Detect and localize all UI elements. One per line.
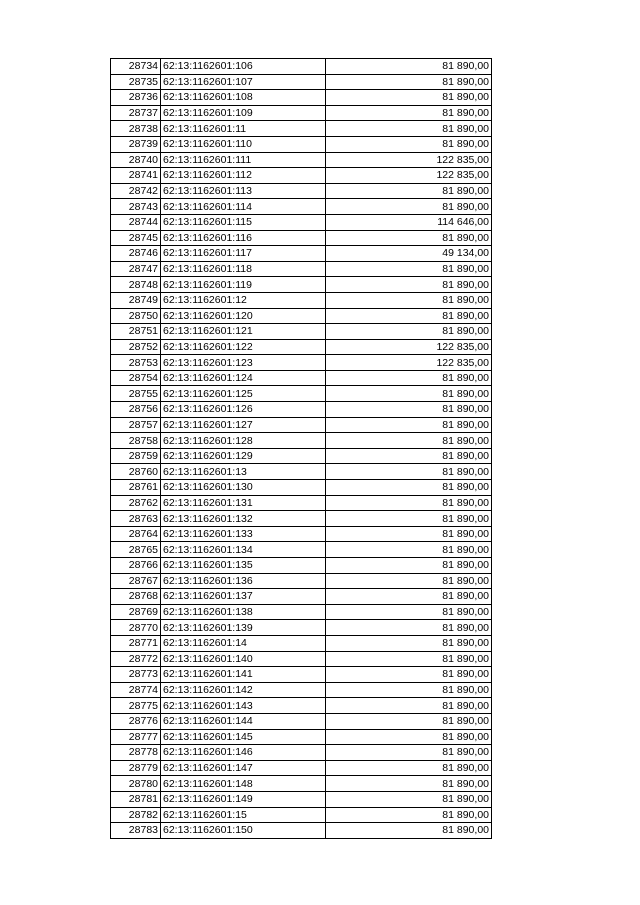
cadastral-value-cell: 81 890,00 [326,464,492,480]
row-number-cell: 28767 [111,573,161,589]
cadastral-number-cell: 62:13:1162601:139 [161,620,326,636]
cadastral-number-cell: 62:13:1162601:108 [161,90,326,106]
row-number-cell: 28742 [111,183,161,199]
cadastral-value-cell: 81 890,00 [326,74,492,90]
cadastral-value-cell: 49 134,00 [326,246,492,262]
cadastral-value-cell: 81 890,00 [326,448,492,464]
row-number-cell: 28783 [111,823,161,839]
row-number-cell: 28756 [111,402,161,418]
cadastral-number-cell: 62:13:1162601:112 [161,168,326,184]
cadastral-value-cell: 81 890,00 [326,620,492,636]
table-row [111,745,492,761]
cadastral-value-cell: 81 890,00 [326,495,492,511]
table-row [111,261,492,277]
table-row [111,417,492,433]
table-row [111,339,492,355]
row-number-cell: 28743 [111,199,161,215]
row-number-cell: 28739 [111,136,161,152]
cadastral-value-cell: 81 890,00 [326,776,492,792]
row-number-cell: 28769 [111,604,161,620]
row-number-cell: 28748 [111,277,161,293]
cadastral-value-cell: 81 890,00 [326,90,492,106]
row-number-cell: 28774 [111,682,161,698]
cadastral-value-cell: 122 835,00 [326,152,492,168]
row-number-cell: 28747 [111,261,161,277]
table-row [111,729,492,745]
table-body [111,59,492,839]
row-number-cell: 28759 [111,448,161,464]
table-row [111,807,492,823]
cadastral-value-cell: 81 890,00 [326,199,492,215]
table-row [111,464,492,480]
table-row [111,324,492,340]
table-row [111,152,492,168]
cadastral-number-cell: 62:13:1162601:118 [161,261,326,277]
cadastral-number-cell: 62:13:1162601:117 [161,246,326,262]
table-row [111,823,492,839]
cadastral-value-cell: 81 890,00 [326,791,492,807]
row-number-cell: 28750 [111,308,161,324]
cadastral-value-cell: 81 890,00 [326,121,492,137]
table-row [111,526,492,542]
table-row [111,776,492,792]
table-row [111,682,492,698]
cadastral-number-cell: 62:13:1162601:127 [161,417,326,433]
row-number-cell: 28781 [111,791,161,807]
table-row [111,433,492,449]
cadastral-value-cell: 81 890,00 [326,823,492,839]
row-number-cell: 28741 [111,168,161,184]
cadastral-number-cell: 62:13:1162601:107 [161,74,326,90]
row-number-cell: 28761 [111,480,161,496]
cadastral-value-cell: 122 835,00 [326,168,492,184]
row-number-cell: 28779 [111,760,161,776]
table-row [111,230,492,246]
row-number-cell: 28766 [111,558,161,574]
row-number-cell: 28768 [111,589,161,605]
cadastral-value-table [110,58,492,839]
row-number-cell: 28737 [111,105,161,121]
cadastral-value-cell: 81 890,00 [326,417,492,433]
cadastral-value-cell: 81 890,00 [326,745,492,761]
row-number-cell: 28772 [111,651,161,667]
table-row [111,511,492,527]
cadastral-number-cell: 62:13:1162601:135 [161,558,326,574]
cadastral-number-cell: 62:13:1162601:113 [161,183,326,199]
cadastral-value-cell: 81 890,00 [326,635,492,651]
cadastral-value-cell: 81 890,00 [326,526,492,542]
cadastral-value-cell: 81 890,00 [326,667,492,683]
cadastral-number-cell: 62:13:1162601:125 [161,386,326,402]
table-row [111,542,492,558]
table-row [111,495,492,511]
cadastral-value-cell: 122 835,00 [326,339,492,355]
cadastral-number-cell: 62:13:1162601:132 [161,511,326,527]
cadastral-value-cell: 81 890,00 [326,760,492,776]
cadastral-number-cell: 62:13:1162601:126 [161,402,326,418]
table-row [111,760,492,776]
table-row [111,635,492,651]
cadastral-value-cell: 81 890,00 [326,682,492,698]
cadastral-number-cell: 62:13:1162601:133 [161,526,326,542]
table-row [111,308,492,324]
cadastral-value-cell: 81 890,00 [326,230,492,246]
table-row [111,277,492,293]
cadastral-number-cell: 62:13:1162601:136 [161,573,326,589]
table-row [111,292,492,308]
row-number-cell: 28765 [111,542,161,558]
row-number-cell: 28753 [111,355,161,371]
row-number-cell: 28738 [111,121,161,137]
cadastral-number-cell: 62:13:1162601:116 [161,230,326,246]
cadastral-number-cell: 62:13:1162601:130 [161,480,326,496]
row-number-cell: 28780 [111,776,161,792]
table-row [111,573,492,589]
table-row [111,370,492,386]
table-row [111,136,492,152]
cadastral-value-cell: 81 890,00 [326,292,492,308]
table-row [111,402,492,418]
cadastral-value-cell: 122 835,00 [326,355,492,371]
table-row [111,214,492,230]
table-row [111,183,492,199]
cadastral-value-cell: 81 890,00 [326,261,492,277]
table-row [111,713,492,729]
row-number-cell: 28735 [111,74,161,90]
row-number-cell: 28754 [111,370,161,386]
row-number-cell: 28760 [111,464,161,480]
cadastral-number-cell: 62:13:1162601:14 [161,635,326,651]
cadastral-value-cell: 81 890,00 [326,713,492,729]
row-number-cell: 28764 [111,526,161,542]
table-row [111,355,492,371]
row-number-cell: 28776 [111,713,161,729]
row-number-cell: 28751 [111,324,161,340]
row-number-cell: 28763 [111,511,161,527]
row-number-cell: 28770 [111,620,161,636]
cadastral-number-cell: 62:13:1162601:129 [161,448,326,464]
cadastral-number-cell: 62:13:1162601:115 [161,214,326,230]
cadastral-value-cell: 81 890,00 [326,386,492,402]
row-number-cell: 28773 [111,667,161,683]
table-row [111,74,492,90]
cadastral-number-cell: 62:13:1162601:124 [161,370,326,386]
cadastral-number-cell: 62:13:1162601:137 [161,589,326,605]
row-number-cell: 28736 [111,90,161,106]
cadastral-number-cell: 62:13:1162601:134 [161,542,326,558]
table-row [111,589,492,605]
row-number-cell: 28734 [111,59,161,75]
table-row [111,199,492,215]
table-row [111,105,492,121]
cadastral-number-cell: 62:13:1162601:110 [161,136,326,152]
cadastral-value-cell: 81 890,00 [326,542,492,558]
row-number-cell: 28778 [111,745,161,761]
row-number-cell: 28755 [111,386,161,402]
cadastral-number-cell: 62:13:1162601:123 [161,355,326,371]
cadastral-number-cell: 62:13:1162601:119 [161,277,326,293]
cadastral-value-cell: 81 890,00 [326,183,492,199]
cadastral-value-cell: 81 890,00 [326,308,492,324]
cadastral-value-cell: 81 890,00 [326,105,492,121]
cadastral-number-cell: 62:13:1162601:109 [161,105,326,121]
table-row [111,386,492,402]
cadastral-number-cell: 62:13:1162601:128 [161,433,326,449]
table-row [111,558,492,574]
row-number-cell: 28762 [111,495,161,511]
cadastral-number-cell: 62:13:1162601:140 [161,651,326,667]
row-number-cell: 28746 [111,246,161,262]
cadastral-value-cell: 81 890,00 [326,589,492,605]
table-row [111,620,492,636]
table-row [111,480,492,496]
cadastral-number-cell: 62:13:1162601:11 [161,121,326,137]
row-number-cell: 28758 [111,433,161,449]
cadastral-value-cell: 81 890,00 [326,136,492,152]
cadastral-value-cell: 81 890,00 [326,651,492,667]
cadastral-value-cell: 81 890,00 [326,558,492,574]
table-row [111,791,492,807]
table-row [111,121,492,137]
table-row [111,246,492,262]
cadastral-value-cell: 81 890,00 [326,573,492,589]
cadastral-value-cell: 81 890,00 [326,698,492,714]
cadastral-number-cell: 62:13:1162601:122 [161,339,326,355]
cadastral-number-cell: 62:13:1162601:106 [161,59,326,75]
cadastral-number-cell: 62:13:1162601:13 [161,464,326,480]
table-row [111,604,492,620]
cadastral-number-cell: 62:13:1162601:149 [161,791,326,807]
row-number-cell: 28745 [111,230,161,246]
cadastral-number-cell: 62:13:1162601:145 [161,729,326,745]
cadastral-value-cell: 81 890,00 [326,807,492,823]
cadastral-number-cell: 62:13:1162601:12 [161,292,326,308]
cadastral-number-cell: 62:13:1162601:144 [161,713,326,729]
cadastral-number-cell: 62:13:1162601:147 [161,760,326,776]
cadastral-number-cell: 62:13:1162601:141 [161,667,326,683]
cadastral-value-cell: 81 890,00 [326,324,492,340]
row-number-cell: 28752 [111,339,161,355]
table-row [111,59,492,75]
table-row [111,698,492,714]
cadastral-number-cell: 62:13:1162601:131 [161,495,326,511]
cadastral-number-cell: 62:13:1162601:111 [161,152,326,168]
cadastral-value-cell: 81 890,00 [326,604,492,620]
cadastral-value-cell: 81 890,00 [326,480,492,496]
row-number-cell: 28757 [111,417,161,433]
table-row [111,448,492,464]
row-number-cell: 28744 [111,214,161,230]
table-row [111,667,492,683]
cadastral-number-cell: 62:13:1162601:146 [161,745,326,761]
cadastral-value-cell: 81 890,00 [326,402,492,418]
cadastral-number-cell: 62:13:1162601:138 [161,604,326,620]
table-row [111,651,492,667]
row-number-cell: 28782 [111,807,161,823]
cadastral-value-cell: 81 890,00 [326,433,492,449]
table-row [111,168,492,184]
row-number-cell: 28740 [111,152,161,168]
cadastral-value-cell: 114 646,00 [326,214,492,230]
cadastral-number-cell: 62:13:1162601:121 [161,324,326,340]
cadastral-number-cell: 62:13:1162601:148 [161,776,326,792]
table-row [111,90,492,106]
cadastral-number-cell: 62:13:1162601:150 [161,823,326,839]
cadastral-number-cell: 62:13:1162601:15 [161,807,326,823]
cadastral-value-cell: 81 890,00 [326,370,492,386]
cadastral-value-cell: 81 890,00 [326,277,492,293]
row-number-cell: 28771 [111,635,161,651]
cadastral-value-cell: 81 890,00 [326,511,492,527]
cadastral-value-cell: 81 890,00 [326,59,492,75]
row-number-cell: 28777 [111,729,161,745]
cadastral-number-cell: 62:13:1162601:142 [161,682,326,698]
cadastral-number-cell: 62:13:1162601:120 [161,308,326,324]
cadastral-value-cell: 81 890,00 [326,729,492,745]
row-number-cell: 28775 [111,698,161,714]
cadastral-number-cell: 62:13:1162601:143 [161,698,326,714]
cadastral-number-cell: 62:13:1162601:114 [161,199,326,215]
row-number-cell: 28749 [111,292,161,308]
